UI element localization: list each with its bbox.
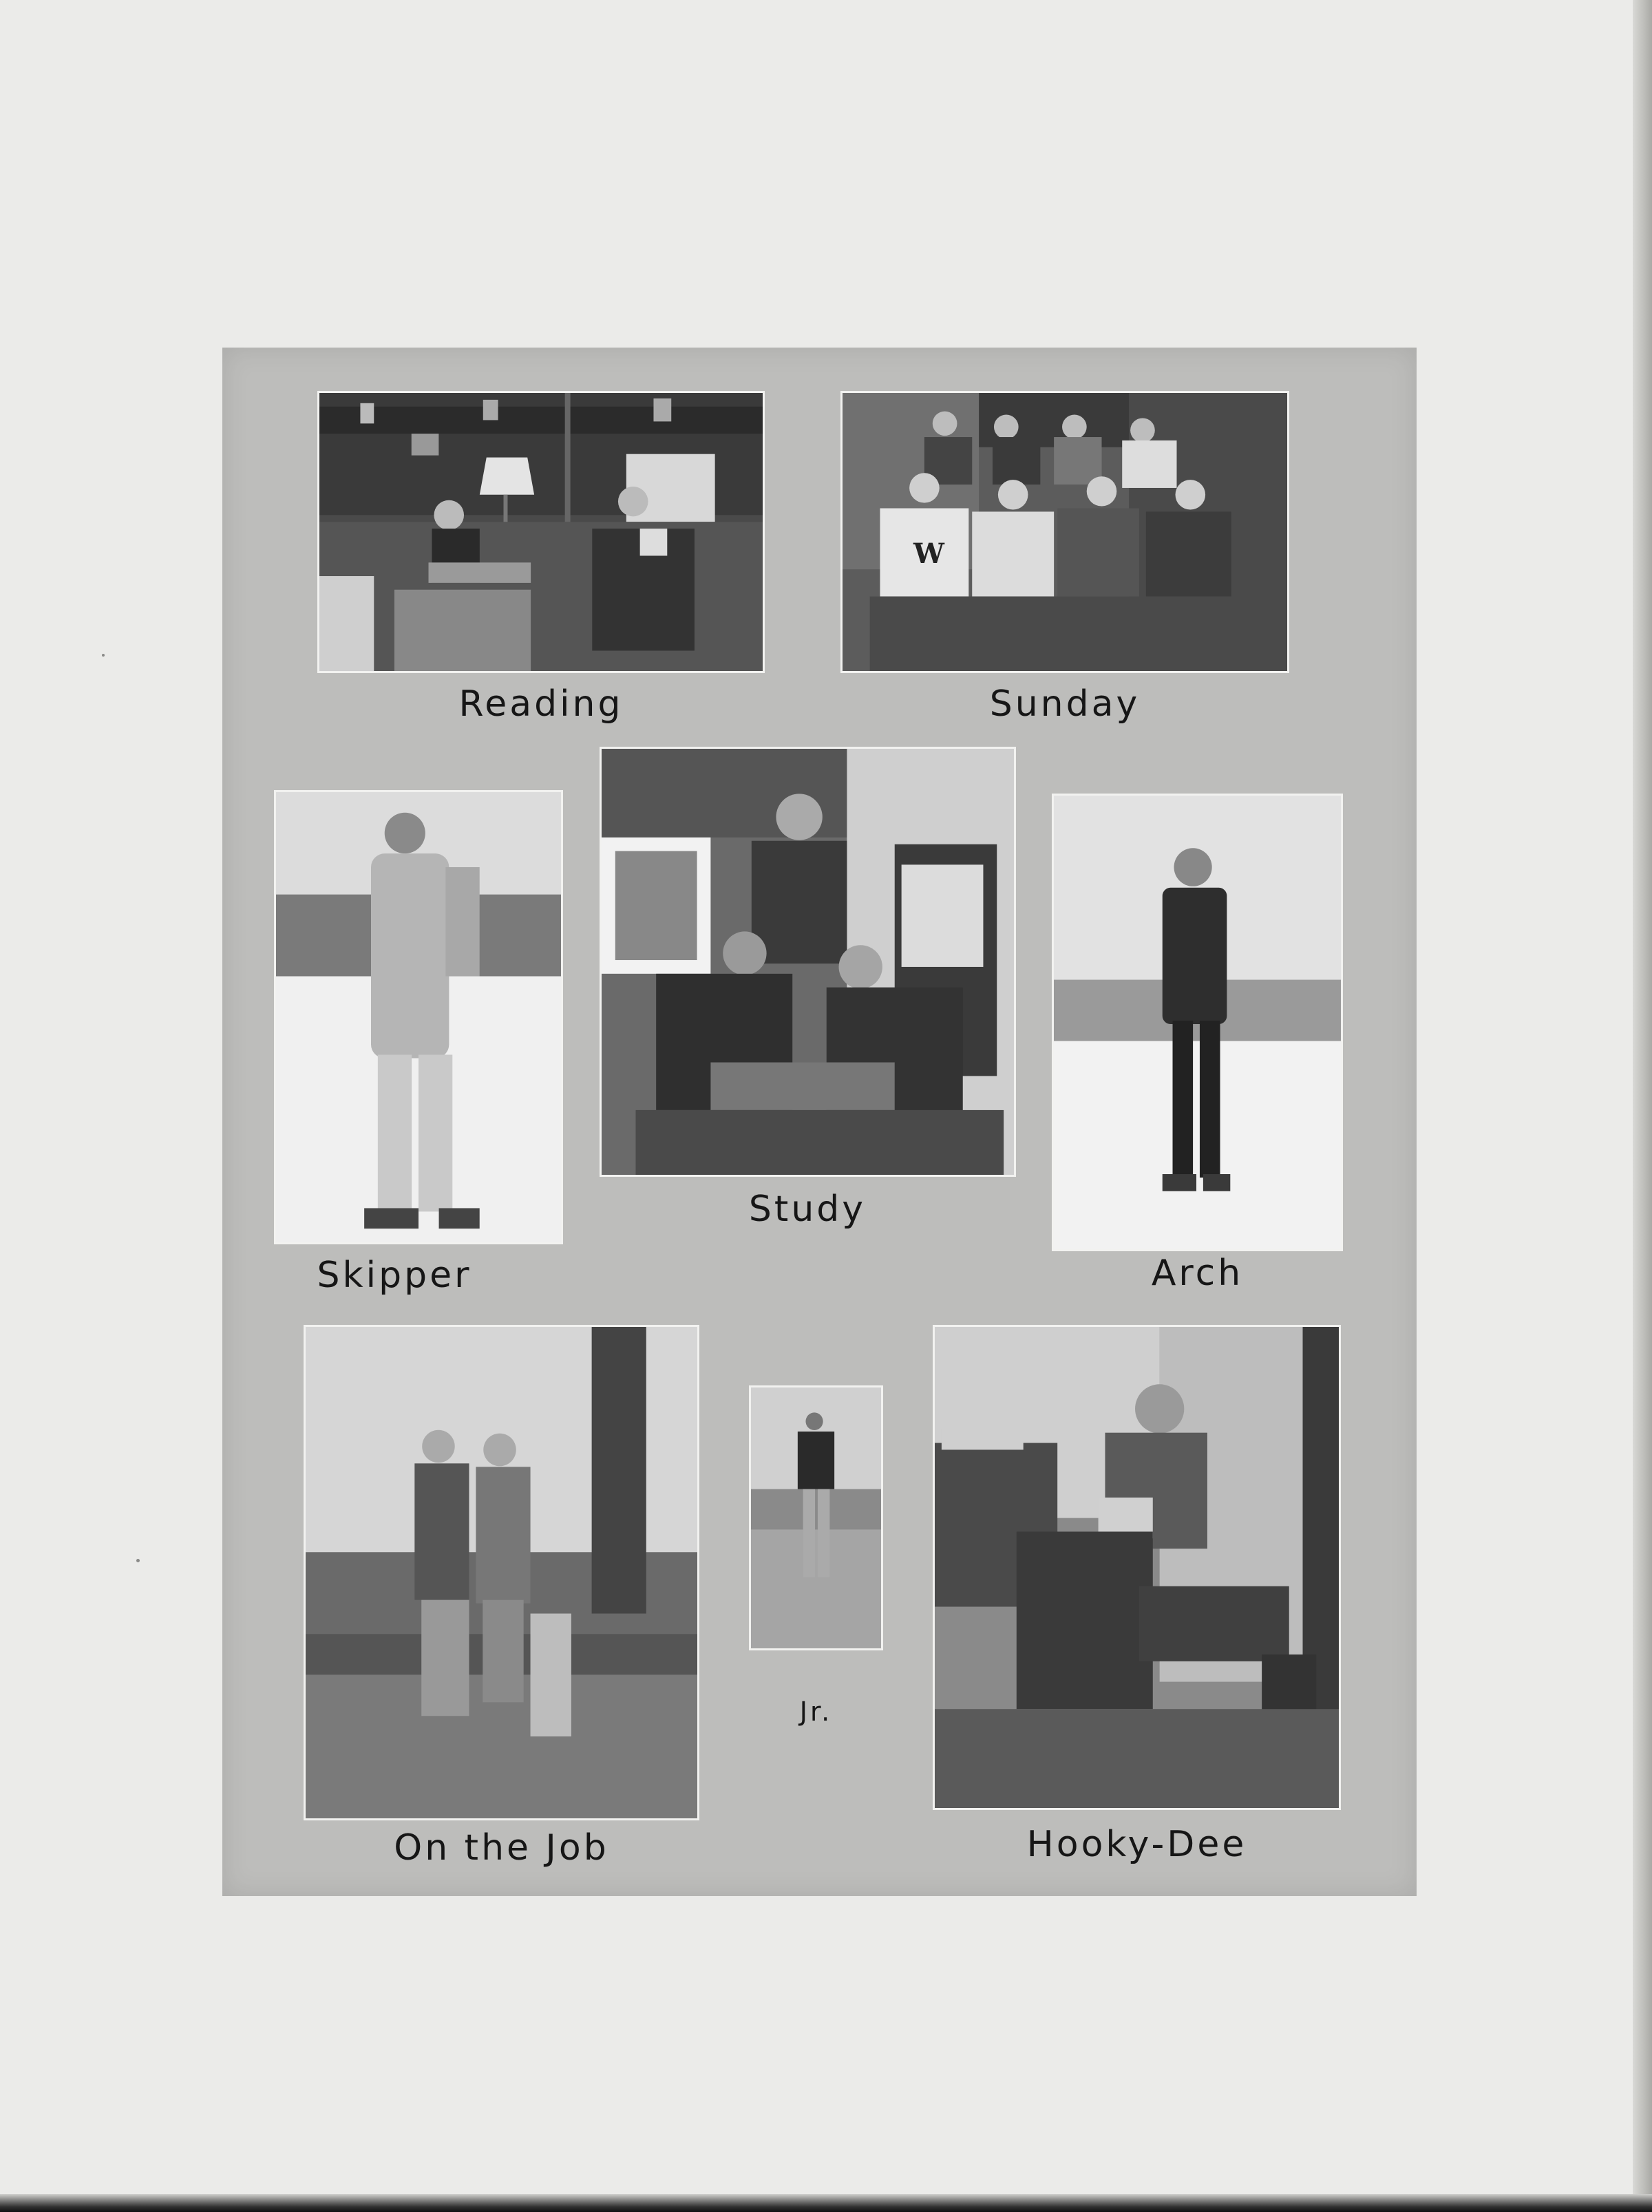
two-men-by-fence-photo <box>306 1327 697 1818</box>
sweater-letter: W <box>913 538 944 570</box>
page-edge <box>1633 0 1652 2212</box>
group-on-steps-photo <box>843 393 1287 671</box>
photo-on-the-job <box>304 1325 699 1820</box>
photo-hooky-dee <box>933 1325 1341 1810</box>
photo-sunday <box>840 391 1289 673</box>
photo-jr <box>749 1385 883 1650</box>
caption-study: Study <box>748 1189 867 1230</box>
photo-reading <box>317 391 765 673</box>
paper-speck <box>136 1559 140 1562</box>
boy-in-snow-photo <box>1054 796 1341 1249</box>
caption-arch: Arch <box>1151 1253 1244 1294</box>
man-reclining-in-chair-photo <box>935 1327 1339 1808</box>
man-on-road-photo <box>751 1387 881 1648</box>
man-in-snow-photo <box>276 792 561 1242</box>
photo-mat <box>222 348 1417 1896</box>
caption-reading: Reading <box>458 683 624 725</box>
photo-study <box>600 747 1016 1177</box>
caption-sunday: Sunday <box>989 683 1141 725</box>
page-bottom-edge <box>0 2194 1652 2212</box>
dorm-reading-room-photo <box>319 393 763 671</box>
photo-arch <box>1052 794 1343 1251</box>
caption-on-the-job: On the Job <box>394 1827 609 1869</box>
caption-skipper: Skipper <box>317 1255 472 1296</box>
caption-hooky-dee: Hooky-Dee <box>1026 1824 1247 1865</box>
caption-jr: Jr. <box>799 1697 833 1727</box>
paper-speck <box>102 654 105 657</box>
three-students-with-book-photo <box>602 749 1014 1175</box>
photo-skipper <box>274 790 563 1244</box>
